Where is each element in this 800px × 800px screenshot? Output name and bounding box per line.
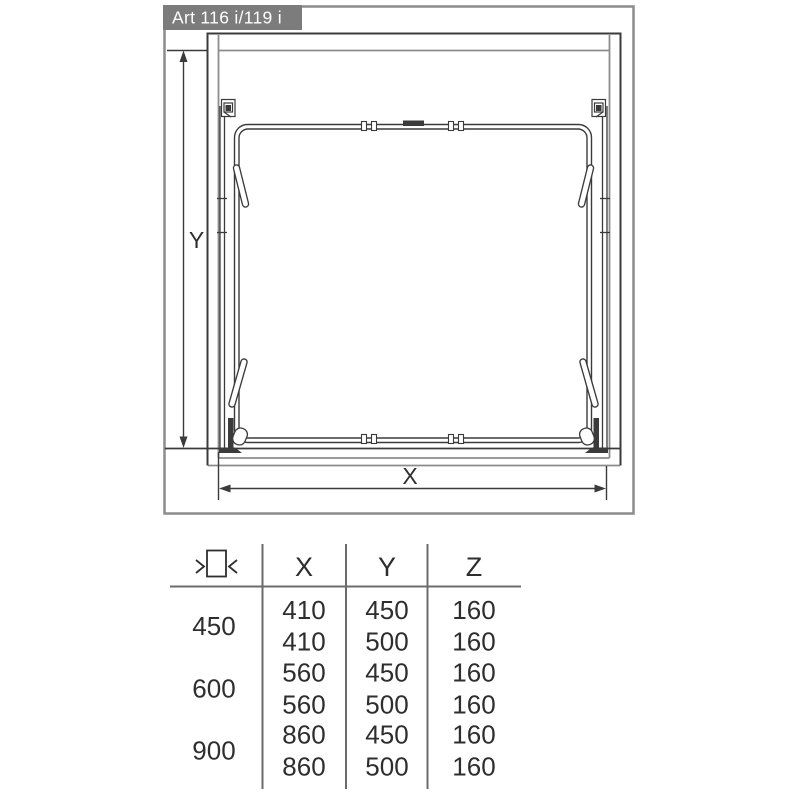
arrow-right-glyph xyxy=(196,560,204,573)
table-header-z: Z xyxy=(465,552,483,582)
support-arms xyxy=(232,168,595,404)
cell-x: 410 xyxy=(282,595,326,625)
group-label-600: 600 xyxy=(192,673,236,704)
page-title: Art 116 i/119 i xyxy=(172,7,282,28)
group-label-900: 900 xyxy=(192,735,236,766)
cell-y: 500 xyxy=(365,751,409,782)
cell-x: 860 xyxy=(282,751,326,782)
table-body xyxy=(282,595,495,782)
frame-center-stop xyxy=(403,121,424,127)
dimension-y-arrow-up xyxy=(180,51,188,63)
table-row xyxy=(282,627,495,657)
dimension-y-label: Y xyxy=(188,227,205,253)
dimension-x-label: X xyxy=(402,463,418,489)
dimension-x-arrow-right xyxy=(595,485,607,493)
table-row xyxy=(282,690,495,720)
cell-z: 160 xyxy=(452,657,496,688)
mounting-rails xyxy=(217,106,610,452)
top-brackets xyxy=(222,100,606,118)
dimension-x-arrow-left xyxy=(219,485,231,493)
cabinet-inner-outline xyxy=(208,35,620,466)
table-row xyxy=(282,752,495,782)
table-row xyxy=(282,658,495,688)
cell-y: 450 xyxy=(365,657,409,688)
cabinet-width-icon xyxy=(196,551,237,577)
cell-y: 500 xyxy=(365,626,409,657)
table-header-y: Y xyxy=(377,552,397,582)
frame-clips xyxy=(362,121,464,444)
cell-y: 450 xyxy=(365,595,409,625)
cell-z: 160 xyxy=(452,719,496,750)
cell-z: 160 xyxy=(452,595,496,625)
table-header-x: X xyxy=(294,552,314,582)
cell-z: 160 xyxy=(452,689,496,720)
cell-z: 160 xyxy=(452,751,496,782)
cell-x: 860 xyxy=(282,719,326,750)
cell-x: 560 xyxy=(282,657,326,688)
pullout-frame xyxy=(235,125,592,443)
table-row xyxy=(282,595,495,625)
arrow-left-glyph xyxy=(229,560,237,573)
table-row xyxy=(282,720,495,750)
cell-y: 500 xyxy=(365,689,409,720)
cell-z: 160 xyxy=(452,626,496,657)
cell-y: 450 xyxy=(365,719,409,750)
cell-x: 560 xyxy=(282,689,326,720)
cabinet-box-glyph xyxy=(207,551,226,577)
group-label-450: 450 xyxy=(192,611,236,641)
cell-x: 410 xyxy=(282,626,326,657)
dimension-y-arrow-down xyxy=(180,437,188,449)
